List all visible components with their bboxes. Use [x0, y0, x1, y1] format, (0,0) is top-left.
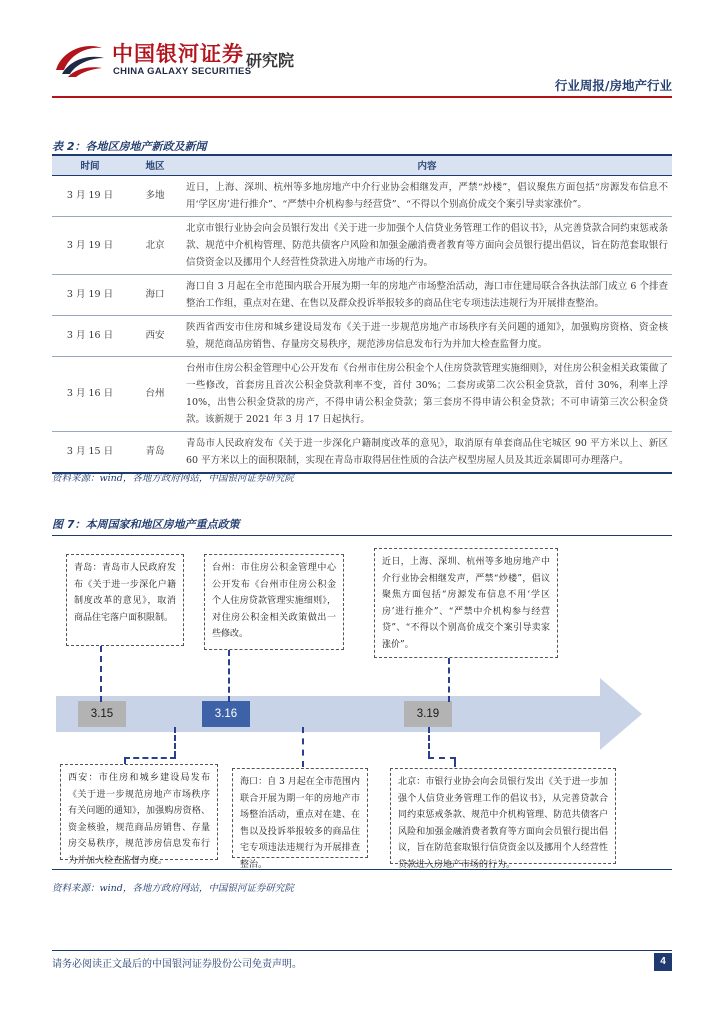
policy-box-xian: 西安：市住房和城乡建设局发布《关于进一步规范房地产市场秩序有关问题的通知》，加强购房资格、资金核验，规范商品房销售、存量房交易秩序，规范涉房信息发布行为并加大检查监督力度。	[60, 764, 218, 860]
policy-box-qingdao: 青岛：青岛市人民政府发布《关于进一步深化户籍制度改革的意见》，取消商品住宅落户面积限制。	[66, 554, 184, 646]
page-header	[0, 0, 724, 100]
footer-disclaimer: 请务必阅读正文最后的中国银河证券股份公司免责声明。	[52, 959, 302, 970]
timeline-date-3-19: 3.19	[404, 701, 452, 727]
galaxy-logo-icon	[52, 40, 106, 78]
column-header-content: 内容	[182, 155, 672, 175]
row-date: 3 月 16 日	[52, 356, 128, 431]
row-content: 陕西省西安市住房和城乡建设局发布《关于进一步规范房地产市场秩序有关问题的通知》，加强购房资格、资金核验，规范商品房销售、存量房交易秩序，规范涉房信息发布行为并加大检查监督力度。	[182, 315, 672, 356]
connector-line	[174, 727, 176, 757]
row-region: 北京	[128, 216, 182, 274]
row-content: 青岛市人民政府发布《关于进一步深化户籍制度改革的意见》，取消原有单套商品住宅城区 90 平方米以上、新区 60 平方米以上的面积限制，实现在青岛市取得居住性质的合法产权型房屋人员及其近亲属即可办理落户。	[182, 431, 672, 473]
row-region: 海口	[128, 274, 182, 315]
connector-line	[448, 658, 450, 702]
table-row	[52, 315, 672, 356]
row-date: 3 月 15 日	[52, 431, 128, 473]
timeline-arrow	[52, 674, 672, 754]
figure-source-note: 资料来源：wind，各地方政府网站，中国银河证券研究院	[52, 883, 294, 894]
row-region: 台州	[128, 356, 182, 431]
report-section: 行业周报/房地产行业	[554, 78, 672, 93]
policy-box-haikou: 海口：自 3 月起在全市范围内联合开展为期一年的房地产市场整治活动，重点对在建、在售以及投诉举报较多的商品住宅专项违法违规行为开展排查整治。	[232, 768, 368, 858]
connector-line	[124, 757, 176, 759]
company-name-en: CHINA GALAXY SECURITIES	[113, 66, 252, 77]
table-title: 表 2：各地区房地产新政及新闻	[52, 140, 207, 153]
row-content: 近日，上海、深圳、杭州等多地房地产中介行业协会相继发声，严禁“炒楼”，倡议聚焦方面包括“房源发布信息不用‘学区房’进行推介”、“严禁中介机构参与经营贷”、“不得以个别高价成交个案引导卖家涨价”。	[182, 175, 672, 216]
row-region: 西安	[128, 315, 182, 356]
row-date: 3 月 19 日	[52, 274, 128, 315]
column-header-date: 时间	[52, 155, 128, 175]
connector-line	[228, 650, 230, 702]
row-date: 3 月 16 日	[52, 315, 128, 356]
connector-line	[454, 757, 456, 767]
connector-line	[428, 757, 456, 759]
row-content: 海口自 3 月起在全市范围内联合开展为期一年的房地产市场整治活动，海口市住建局联合各执法部门成立 6 个排查整治工作组，重点对在建、在售以及群众投诉举报较多的商品住宅专项违法违规行为开展排查整治。	[182, 274, 672, 315]
column-header-region: 地区	[128, 155, 182, 175]
row-content: 台州市住房公积金管理中心公开发布《台州市住房公积金个人住房贷款管理实施细则》，对住房公积金相关政策做了一些修改，首套房且首次公积金贷款利率不变，首付 30%；二套房或第二次公积金贷款，首付 30%，利率上浮 10%，出售公积金贷款的房产，不得申请公积金贷款；第三套房不得申请公积金贷款；不可申请第三次公积金贷款。该新规于 2021 年 3 月 17 日起执行。	[182, 356, 672, 431]
table-row	[52, 356, 672, 431]
table-row	[52, 274, 672, 315]
table-row	[52, 431, 672, 473]
connector-line	[302, 727, 304, 767]
figure-title: 图 7：本周国家和地区房地产重点政策	[52, 518, 240, 531]
row-region: 青岛	[128, 431, 182, 473]
policy-box-beijing: 北京：市银行业协会向会员银行发出《关于进一步加强个人信贷业务管理工作的倡议书》，从完善贷款合同约束惩戒条款、规范中介机构管理、防范共债客户风险和加强金融消费者教育等方面向会员银行提出倡议，旨在防范套取银行信贷资金以及挪用个人经营性贷款进入房地产市场的行为。	[390, 768, 616, 864]
row-region: 多地	[128, 175, 182, 216]
page-number: 4	[654, 953, 672, 971]
connector-line	[100, 646, 102, 702]
timeline-date-3-16: 3.16	[202, 701, 250, 727]
row-date: 3 月 19 日	[52, 216, 128, 274]
company-name-cn: 中国银河证券	[112, 42, 244, 66]
timeline-date-3-15: 3.15	[78, 701, 126, 727]
policy-box-multi-city: 近日，上海、深圳、杭州等多地房地产中介行业协会相继发声，严禁“炒楼”，倡议聚焦方面包括“房源发布信息不用‘学区房’进行推介”、“严禁中介机构参与经营贷”、“不得以个别高价成交个案引导卖家涨价”。	[374, 548, 558, 658]
table-row	[52, 175, 672, 216]
footer-divider	[52, 950, 672, 951]
connector-line	[428, 727, 430, 757]
table-source-note: 资料来源：wind，各地方政府网站，中国银河证券研究院	[52, 473, 294, 484]
row-date: 3 月 19 日	[52, 175, 128, 216]
row-content: 北京市银行业协会向会员银行发出《关于进一步加强个人信贷业务管理工作的倡议书》，从完善贷款合同约束惩戒条款、规范中介机构管理、防范共债客户风险和加强金融消费者教育等方面向会员银行提出倡议，旨在防范套取银行信贷资金以及挪用个人经营性贷款进入房地产市场的行为。	[182, 216, 672, 274]
policy-timeline-figure	[52, 535, 672, 870]
policy-box-taizhou: 台州：市住房公积金管理中心公开发布《台州市住房公积金个人住房贷款管理实施细则》，对住房公积金相关政策做出一些修改。	[204, 554, 344, 650]
header-divider	[52, 96, 672, 98]
table-header-row	[52, 155, 672, 175]
policy-news-table	[52, 154, 672, 474]
research-label: 研究院	[246, 51, 295, 70]
table-row	[52, 216, 672, 274]
